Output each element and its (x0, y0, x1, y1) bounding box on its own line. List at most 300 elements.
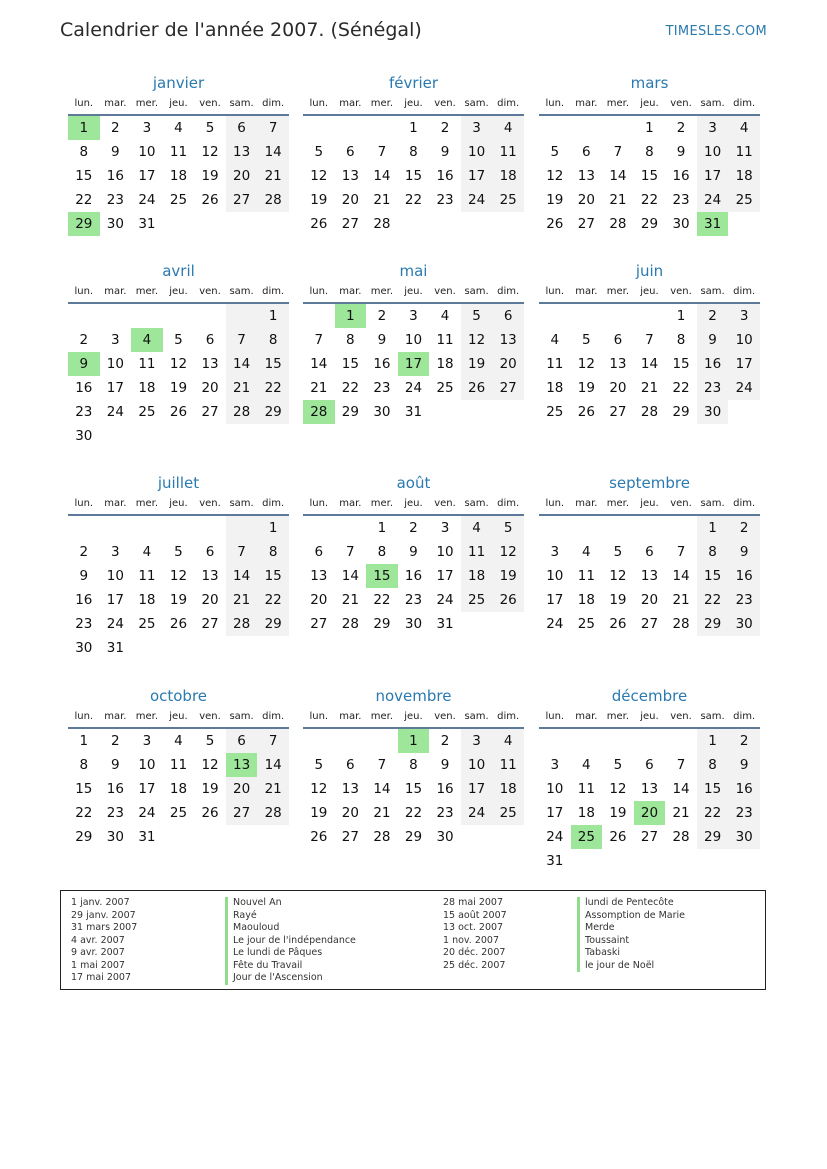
day-cell[interactable]: 13 (201, 356, 219, 372)
day-cell[interactable]: 4 (582, 757, 591, 773)
day-cell[interactable]: 14 (226, 564, 258, 588)
day-cell[interactable]: 28 (303, 400, 335, 424)
day-cell[interactable]: 24 (728, 376, 760, 400)
day-cell[interactable]: 15 (404, 168, 423, 184)
day-cell[interactable]: 8 (409, 757, 418, 773)
day-cell[interactable]: 7 (377, 144, 387, 160)
day-cell[interactable]: 12 (461, 328, 493, 352)
day-cell[interactable]: 9 (676, 144, 686, 160)
day-cell[interactable]: 13 (492, 328, 524, 352)
day-cell[interactable]: 4 (461, 516, 493, 540)
day-cell[interactable]: 1 (377, 520, 387, 536)
day-cell[interactable]: 15 (697, 777, 729, 801)
day-cell[interactable]: 29 (373, 616, 391, 632)
day-cell[interactable]: 12 (492, 540, 524, 564)
day-cell[interactable]: 10 (436, 544, 454, 560)
day-cell[interactable]: 26 (461, 376, 493, 400)
day-cell[interactable]: 21 (226, 588, 258, 612)
day-cell[interactable]: 7 (377, 757, 387, 773)
day-cell[interactable]: 6 (582, 144, 591, 160)
day-cell[interactable]: 21 (373, 805, 391, 821)
day-cell[interactable]: 20 (492, 352, 524, 376)
day-cell[interactable]: 16 (672, 168, 690, 184)
day-cell[interactable]: 24 (138, 805, 156, 821)
day-cell[interactable]: 17 (546, 805, 564, 821)
day-cell[interactable]: 12 (310, 168, 328, 184)
day-cell[interactable]: 14 (672, 568, 690, 584)
day-cell[interactable]: 12 (310, 781, 328, 797)
day-cell[interactable]: 16 (404, 568, 423, 584)
day-cell[interactable]: 3 (728, 304, 760, 328)
day-cell[interactable]: 8 (346, 332, 355, 348)
day-cell[interactable]: 3 (697, 116, 729, 140)
day-cell[interactable]: 19 (546, 192, 564, 208)
day-cell[interactable]: 29 (697, 612, 729, 636)
day-cell[interactable]: 10 (106, 356, 124, 372)
day-cell[interactable]: 7 (676, 544, 686, 560)
day-cell[interactable]: 2 (728, 516, 760, 540)
day-cell[interactable]: 21 (226, 376, 258, 400)
day-cell[interactable]: 17 (546, 592, 564, 608)
day-cell[interactable]: 6 (226, 116, 258, 140)
day-cell[interactable]: 24 (404, 380, 423, 396)
day-cell[interactable]: 30 (697, 400, 729, 424)
day-cell[interactable]: 28 (257, 188, 289, 212)
day-cell[interactable]: 20 (634, 801, 666, 825)
day-cell[interactable]: 24 (546, 616, 564, 632)
day-cell[interactable]: 28 (257, 801, 289, 825)
day-cell[interactable]: 27 (310, 616, 328, 632)
day-cell[interactable]: 31 (697, 212, 729, 236)
day-cell[interactable]: 31 (138, 829, 156, 845)
day-cell[interactable]: 26 (609, 829, 627, 845)
day-cell[interactable]: 6 (226, 729, 258, 753)
day-cell[interactable]: 16 (728, 564, 760, 588)
day-cell[interactable]: 16 (106, 168, 124, 184)
day-cell[interactable]: 29 (257, 400, 289, 424)
day-cell[interactable]: 2 (676, 120, 686, 136)
day-cell[interactable]: 9 (68, 352, 100, 376)
day-cell[interactable]: 23 (75, 616, 93, 632)
day-cell[interactable]: 26 (169, 616, 188, 632)
day-cell[interactable]: 18 (436, 356, 454, 372)
day-cell[interactable]: 28 (672, 616, 690, 632)
day-cell[interactable]: 14 (226, 352, 258, 376)
day-cell[interactable]: 11 (138, 568, 156, 584)
day-cell[interactable]: 9 (409, 544, 418, 560)
day-cell[interactable]: 1 (335, 304, 367, 328)
day-cell[interactable]: 11 (138, 356, 156, 372)
day-cell[interactable]: 6 (346, 757, 355, 773)
day-cell[interactable]: 1 (79, 733, 89, 749)
day-cell[interactable]: 8 (697, 753, 729, 777)
day-cell[interactable]: 2 (697, 304, 729, 328)
day-cell[interactable]: 11 (461, 540, 493, 564)
day-cell[interactable]: 13 (577, 168, 595, 184)
day-cell[interactable]: 1 (398, 729, 430, 753)
day-cell[interactable]: 22 (75, 192, 93, 208)
day-cell[interactable]: 20 (341, 192, 359, 208)
day-cell[interactable]: 17 (138, 168, 156, 184)
day-cell[interactable]: 2 (440, 733, 450, 749)
day-cell[interactable]: 15 (697, 564, 729, 588)
day-cell[interactable]: 23 (436, 805, 454, 821)
day-cell[interactable]: 5 (613, 757, 623, 773)
day-cell[interactable]: 19 (310, 192, 328, 208)
day-cell[interactable]: 7 (645, 332, 654, 348)
day-cell[interactable]: 30 (728, 825, 760, 849)
day-cell[interactable]: 20 (609, 380, 627, 396)
day-cell[interactable]: 19 (310, 805, 328, 821)
day-cell[interactable]: 10 (546, 568, 564, 584)
day-cell[interactable]: 21 (609, 192, 627, 208)
day-cell[interactable]: 4 (582, 544, 591, 560)
day-cell[interactable]: 20 (201, 380, 219, 396)
day-cell[interactable]: 31 (436, 616, 454, 632)
day-cell[interactable]: 29 (672, 404, 690, 420)
day-cell[interactable]: 2 (377, 308, 387, 324)
day-cell[interactable]: 8 (676, 332, 686, 348)
day-cell[interactable]: 12 (169, 568, 188, 584)
day-cell[interactable]: 9 (111, 144, 120, 160)
day-cell[interactable]: 8 (79, 144, 89, 160)
day-cell[interactable]: 24 (138, 192, 156, 208)
day-cell[interactable]: 30 (75, 640, 93, 656)
day-cell[interactable]: 1 (697, 729, 729, 753)
day-cell[interactable]: 26 (609, 616, 627, 632)
day-cell[interactable]: 27 (226, 188, 258, 212)
day-cell[interactable]: 26 (169, 404, 188, 420)
day-cell[interactable]: 21 (257, 164, 289, 188)
day-cell[interactable]: 17 (138, 781, 156, 797)
day-cell[interactable]: 8 (79, 757, 89, 773)
day-cell[interactable]: 5 (314, 144, 324, 160)
day-cell[interactable]: 24 (697, 188, 729, 212)
day-cell[interactable]: 22 (697, 588, 729, 612)
day-cell[interactable]: 19 (169, 592, 188, 608)
day-cell[interactable]: 23 (728, 801, 760, 825)
day-cell[interactable]: 6 (645, 757, 654, 773)
day-cell[interactable]: 24 (546, 829, 564, 845)
day-cell[interactable]: 5 (205, 733, 215, 749)
day-cell[interactable]: 11 (436, 332, 454, 348)
day-cell[interactable]: 31 (138, 216, 156, 232)
day-cell[interactable]: 3 (440, 520, 450, 536)
day-cell[interactable]: 22 (672, 380, 690, 396)
day-cell[interactable]: 16 (106, 781, 124, 797)
day-cell[interactable]: 28 (226, 612, 258, 636)
day-cell[interactable]: 1 (257, 516, 289, 540)
day-cell[interactable]: 22 (257, 588, 289, 612)
day-cell[interactable]: 28 (609, 216, 627, 232)
day-cell[interactable]: 31 (404, 404, 423, 420)
day-cell[interactable]: 19 (609, 805, 627, 821)
day-cell[interactable]: 11 (169, 144, 188, 160)
day-cell[interactable]: 20 (226, 777, 258, 801)
day-cell[interactable]: 1 (645, 120, 654, 136)
day-cell[interactable]: 14 (373, 781, 391, 797)
day-cell[interactable]: 9 (728, 753, 760, 777)
day-cell[interactable]: 20 (640, 592, 659, 608)
day-cell[interactable]: 16 (436, 781, 454, 797)
day-cell[interactable]: 2 (440, 120, 450, 136)
day-cell[interactable]: 27 (640, 829, 659, 845)
day-cell[interactable]: 18 (138, 592, 156, 608)
day-cell[interactable]: 15 (366, 564, 398, 588)
day-cell[interactable]: 6 (205, 544, 215, 560)
day-cell[interactable]: 15 (672, 356, 690, 372)
day-cell[interactable]: 4 (142, 544, 152, 560)
day-cell[interactable]: 2 (79, 332, 89, 348)
day-cell[interactable]: 14 (373, 168, 391, 184)
day-cell[interactable]: 6 (645, 544, 654, 560)
day-cell[interactable]: 28 (373, 216, 391, 232)
day-cell[interactable]: 20 (577, 192, 595, 208)
day-cell[interactable]: 3 (142, 733, 152, 749)
day-cell[interactable]: 17 (728, 352, 760, 376)
day-cell[interactable]: 25 (546, 404, 564, 420)
day-cell[interactable]: 3 (111, 544, 120, 560)
day-cell[interactable]: 30 (75, 428, 93, 444)
day-cell[interactable]: 5 (314, 757, 324, 773)
day-cell[interactable]: 14 (640, 356, 659, 372)
day-cell[interactable]: 6 (492, 304, 524, 328)
day-cell[interactable]: 17 (461, 777, 493, 801)
day-cell[interactable]: 26 (492, 588, 524, 612)
day-cell[interactable]: 11 (492, 753, 524, 777)
day-cell[interactable]: 30 (106, 829, 124, 845)
day-cell[interactable]: 12 (609, 568, 627, 584)
day-cell[interactable]: 19 (609, 592, 627, 608)
day-cell[interactable]: 18 (577, 805, 595, 821)
day-cell[interactable]: 29 (697, 825, 729, 849)
day-cell[interactable]: 13 (341, 168, 359, 184)
day-cell[interactable]: 25 (728, 188, 760, 212)
day-cell[interactable]: 28 (672, 829, 690, 845)
day-cell[interactable]: 25 (571, 825, 603, 849)
day-cell[interactable]: 12 (609, 781, 627, 797)
day-cell[interactable]: 5 (174, 332, 183, 348)
day-cell[interactable]: 22 (404, 192, 423, 208)
day-cell[interactable]: 27 (341, 829, 359, 845)
day-cell[interactable]: 19 (169, 380, 188, 396)
day-cell[interactable]: 9 (377, 332, 387, 348)
day-cell[interactable]: 7 (257, 729, 289, 753)
day-cell[interactable]: 17 (106, 592, 124, 608)
day-cell[interactable]: 8 (257, 540, 289, 564)
day-cell[interactable]: 1 (409, 120, 418, 136)
day-cell[interactable]: 29 (404, 829, 423, 845)
day-cell[interactable]: 15 (404, 781, 423, 797)
day-cell[interactable]: 20 (201, 592, 219, 608)
day-cell[interactable]: 9 (440, 757, 450, 773)
day-cell[interactable]: 7 (314, 332, 324, 348)
day-cell[interactable]: 17 (106, 380, 124, 396)
day-cell[interactable]: 13 (640, 781, 659, 797)
day-cell[interactable]: 4 (728, 116, 760, 140)
day-cell[interactable]: 26 (546, 216, 564, 232)
day-cell[interactable]: 2 (79, 544, 89, 560)
day-cell[interactable]: 17 (461, 164, 493, 188)
day-cell[interactable]: 16 (75, 380, 93, 396)
day-cell[interactable]: 4 (440, 308, 450, 324)
day-cell[interactable]: 7 (613, 144, 623, 160)
day-cell[interactable]: 3 (142, 120, 152, 136)
day-cell[interactable]: 13 (609, 356, 627, 372)
day-cell[interactable]: 4 (174, 733, 183, 749)
day-cell[interactable]: 12 (201, 144, 219, 160)
day-cell[interactable]: 18 (492, 777, 524, 801)
day-cell[interactable]: 23 (106, 805, 124, 821)
day-cell[interactable]: 19 (461, 352, 493, 376)
day-cell[interactable]: 14 (257, 140, 289, 164)
day-cell[interactable]: 22 (373, 592, 391, 608)
day-cell[interactable]: 5 (492, 516, 524, 540)
day-cell[interactable]: 21 (672, 592, 690, 608)
day-cell[interactable]: 27 (226, 801, 258, 825)
day-cell[interactable]: 3 (550, 544, 560, 560)
day-cell[interactable]: 18 (728, 164, 760, 188)
day-cell[interactable]: 25 (436, 380, 454, 396)
day-cell[interactable]: 25 (492, 801, 524, 825)
day-cell[interactable]: 21 (341, 592, 359, 608)
day-cell[interactable]: 26 (201, 192, 219, 208)
day-cell[interactable]: 22 (75, 805, 93, 821)
day-cell[interactable]: 23 (697, 376, 729, 400)
day-cell[interactable]: 10 (461, 753, 493, 777)
day-cell[interactable]: 8 (257, 328, 289, 352)
day-cell[interactable]: 25 (577, 616, 595, 632)
day-cell[interactable]: 5 (582, 332, 591, 348)
day-cell[interactable]: 30 (373, 404, 391, 420)
day-cell[interactable]: 16 (436, 168, 454, 184)
day-cell[interactable]: 4 (550, 332, 560, 348)
day-cell[interactable]: 30 (436, 829, 454, 845)
day-cell[interactable]: 4 (131, 328, 163, 352)
day-cell[interactable]: 25 (169, 805, 188, 821)
day-cell[interactable]: 10 (138, 144, 156, 160)
day-cell[interactable]: 30 (728, 612, 760, 636)
day-cell[interactable]: 11 (169, 757, 188, 773)
day-cell[interactable]: 16 (728, 777, 760, 801)
day-cell[interactable]: 21 (310, 380, 328, 396)
day-cell[interactable]: 10 (138, 757, 156, 773)
day-cell[interactable]: 27 (201, 404, 219, 420)
day-cell[interactable]: 23 (404, 592, 423, 608)
day-cell[interactable]: 13 (640, 568, 659, 584)
day-cell[interactable]: 24 (436, 592, 454, 608)
day-cell[interactable]: 24 (106, 404, 124, 420)
day-cell[interactable]: 30 (404, 616, 423, 632)
day-cell[interactable]: 9 (697, 328, 729, 352)
day-cell[interactable]: 18 (169, 168, 188, 184)
day-cell[interactable]: 26 (577, 404, 595, 420)
day-cell[interactable]: 5 (613, 544, 623, 560)
day-cell[interactable]: 5 (174, 544, 183, 560)
day-cell[interactable]: 13 (341, 781, 359, 797)
day-cell[interactable]: 29 (68, 212, 100, 236)
day-cell[interactable]: 10 (106, 568, 124, 584)
day-cell[interactable]: 19 (577, 380, 595, 396)
day-cell[interactable]: 23 (373, 380, 391, 396)
day-cell[interactable]: 18 (492, 164, 524, 188)
day-cell[interactable]: 24 (461, 801, 493, 825)
day-cell[interactable]: 10 (728, 328, 760, 352)
day-cell[interactable]: 22 (697, 801, 729, 825)
day-cell[interactable]: 2 (728, 729, 760, 753)
day-cell[interactable]: 1 (257, 304, 289, 328)
day-cell[interactable]: 6 (613, 332, 623, 348)
day-cell[interactable]: 16 (75, 592, 93, 608)
day-cell[interactable]: 7 (676, 757, 686, 773)
day-cell[interactable]: 19 (201, 781, 219, 797)
day-cell[interactable]: 1 (676, 308, 686, 324)
day-cell[interactable]: 21 (640, 380, 659, 396)
day-cell[interactable]: 26 (201, 805, 219, 821)
day-cell[interactable]: 18 (577, 592, 595, 608)
day-cell[interactable]: 22 (341, 380, 359, 396)
day-cell[interactable]: 21 (257, 777, 289, 801)
day-cell[interactable]: 9 (111, 757, 120, 773)
day-cell[interactable]: 17 (436, 568, 454, 584)
day-cell[interactable]: 8 (697, 540, 729, 564)
day-cell[interactable]: 5 (550, 144, 560, 160)
day-cell[interactable]: 10 (461, 140, 493, 164)
day-cell[interactable]: 11 (728, 140, 760, 164)
day-cell[interactable]: 12 (201, 757, 219, 773)
day-cell[interactable]: 2 (111, 120, 120, 136)
day-cell[interactable]: 1 (68, 116, 100, 140)
day-cell[interactable]: 3 (461, 116, 493, 140)
day-cell[interactable]: 25 (461, 588, 493, 612)
day-cell[interactable]: 21 (672, 805, 690, 821)
day-cell[interactable]: 23 (436, 192, 454, 208)
day-cell[interactable]: 11 (546, 356, 564, 372)
day-cell[interactable]: 18 (169, 781, 188, 797)
day-cell[interactable]: 29 (640, 216, 659, 232)
day-cell[interactable]: 25 (169, 192, 188, 208)
day-cell[interactable]: 28 (373, 829, 391, 845)
day-cell[interactable]: 27 (201, 616, 219, 632)
day-cell[interactable]: 29 (341, 404, 359, 420)
day-cell[interactable]: 22 (404, 805, 423, 821)
day-cell[interactable]: 8 (377, 544, 387, 560)
day-cell[interactable]: 20 (310, 592, 328, 608)
brand-logo-text[interactable]: TIMESLES.COM (665, 24, 767, 39)
day-cell[interactable]: 7 (226, 328, 258, 352)
day-cell[interactable]: 7 (226, 540, 258, 564)
day-cell[interactable]: 11 (492, 140, 524, 164)
day-cell[interactable]: 25 (138, 616, 156, 632)
day-cell[interactable]: 15 (640, 168, 659, 184)
day-cell[interactable]: 3 (409, 308, 418, 324)
day-cell[interactable]: 22 (257, 376, 289, 400)
day-cell[interactable]: 17 (697, 164, 729, 188)
day-cell[interactable]: 20 (341, 805, 359, 821)
day-cell[interactable]: 14 (310, 356, 328, 372)
day-cell[interactable]: 9 (728, 540, 760, 564)
day-cell[interactable]: 31 (546, 853, 564, 869)
day-cell[interactable]: 26 (310, 216, 328, 232)
day-cell[interactable]: 2 (111, 733, 120, 749)
day-cell[interactable]: 20 (226, 164, 258, 188)
day-cell[interactable]: 15 (257, 564, 289, 588)
day-cell[interactable]: 5 (461, 304, 493, 328)
day-cell[interactable]: 10 (404, 332, 423, 348)
day-cell[interactable]: 19 (492, 564, 524, 588)
day-cell[interactable]: 6 (346, 144, 355, 160)
day-cell[interactable]: 31 (106, 640, 124, 656)
